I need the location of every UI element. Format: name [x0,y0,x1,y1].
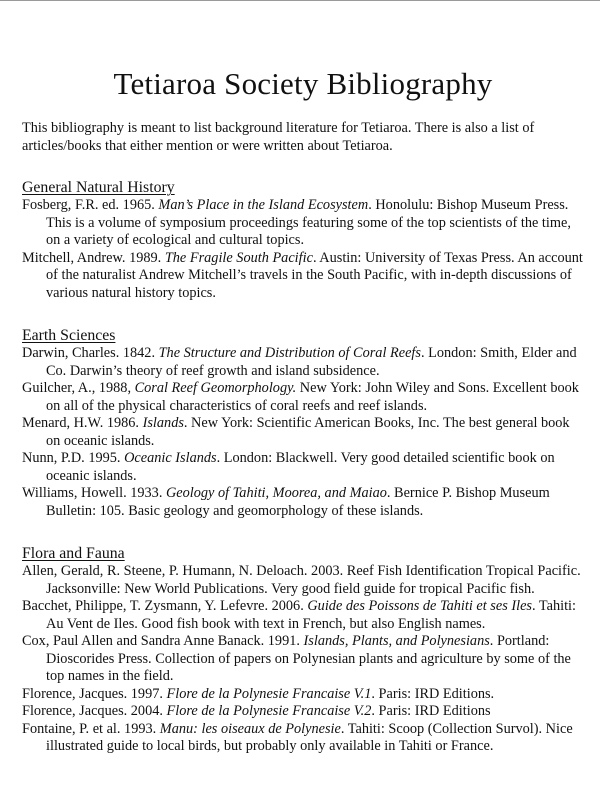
intro-paragraph: This bibliography is meant to list background literature for Tetiaroa. There is also a list of articles/books that either mention or were written about Tetiaroa. [22,120,535,154]
work-title: Flore de la Polynesie Francaise V.1 [166,685,372,702]
work-title: The Structure and Distribution of Coral Reefs [158,345,421,361]
section-general-natural-history [22,178,584,302]
bibliography-entry: Florence, Jacques. 2004. Flore de la Polynesie Francaise V.2. Paris: IRD Editions [22,703,491,719]
document-page [22,0,584,756]
section-flora-and-fauna [22,544,584,756]
work-title: Oceanic Islands [124,450,217,466]
work-title: Manu: les oiseaux de Polynesie [159,720,341,737]
work-title: Flore de la Polynesie Francaise V.2 [166,703,372,719]
work-title: Coral Reef Geomorphology. [134,380,297,396]
section-heading: General Natural History [22,179,175,196]
bibliography-entry: Nunn, P.D. 1995. Oceanic Islands. London: Blackwell. Very good detailed scientific book on oceanic islands. [22,450,555,484]
section-heading: Flora and Fauna [22,545,125,562]
bibliography-entry: Darwin, Charles. 1842. The Structure and Distribution of Coral Reefs. London: Smith, Elder and Co. Darwin’s theory of reef growth and island subsidence. [22,345,577,379]
work-title: Man’s Place in the Island Ecosystem [158,197,369,213]
bibliography-entry: Mitchell, Andrew. 1989. The Fragile South Pacific. Austin: University of Texas Press. An account of the naturalist Andrew Mitchell’s travels in the South Pacific, with in-depth discussions of various natural history topics. [22,249,583,301]
bibliography-entry: Williams, Howell. 1933. Geology of Tahiti, Moorea, and Maiao. Bernice P. Bishop Museum Bulletin: 105. Basic geology and geomorphology of these islands. [22,485,550,519]
work-title: Geology of Tahiti, Moorea, and Maiao [165,485,387,501]
bibliography-entry: Fosberg, F.R. ed. 1965. Man’s Place in the Island Ecosystem. Honolulu: Bishop Museum Press. This is a volume of symposium proceedings featuring some of the top scientists of the time, on a variety of ecological and cultural topics. [22,197,571,248]
work-title: Islands [142,415,184,431]
section-heading: Earth Sciences [22,327,116,344]
bibliography-entry: Cox, Paul Allen and Sandra Anne Banack. 1991. Islands, Plants, and Polynesians. Portland: Dioscorides Press. Collection of papers on Polynesian plants and agriculture by some of the top names in the field. [22,633,571,684]
work-title: Islands, Plants, and Polynesians [303,633,490,649]
bibliography-entry: Allen, Gerald, R. Steene, P. Humann, N. Deloach. 2003. Reef Fish Identification Tropical Pacific. Jacksonville: New World Publications. Very good field guide for tropical Pacific fish. [22,563,581,597]
work-title: The Fragile South Pacific [164,249,313,266]
document-title: Tetiaroa Society Bibliography [113,66,493,101]
bibliography-entry: Fontaine, P. et al. 1993. Manu: les oiseaux de Polynesie. Tahiti: Scoop (Collection Survol). Nice illustrated guide to local birds, but probably only available in Tahiti or France. [22,720,573,754]
bibliography-entry: Florence, Jacques. 1997. Flore de la Polynesie Francaise V.1. Paris: IRD Editions. [22,685,495,702]
work-title: Guide des Poissons de Tahiti et ses Iles [307,598,532,614]
bibliography-entry: Bacchet, Philippe, T. Zysmann, Y. Lefevre. 2006. Guide des Poissons de Tahiti et ses Iles. Tahiti: Au Vent de Iles. Good fish book with text in French, but also English names. [22,598,576,632]
section-earth-sciences [22,326,584,520]
bibliography-entry: Menard, H.W. 1986. Islands. New York: Scientific American Books, Inc. The best general book on oceanic islands. [22,415,570,449]
bibliography-entry: Guilcher, A., 1988, Coral Reef Geomorphology. New York: John Wiley and Sons. Excellent book on all of the physical characteristics of coral reefs and reef islands. [22,380,579,414]
